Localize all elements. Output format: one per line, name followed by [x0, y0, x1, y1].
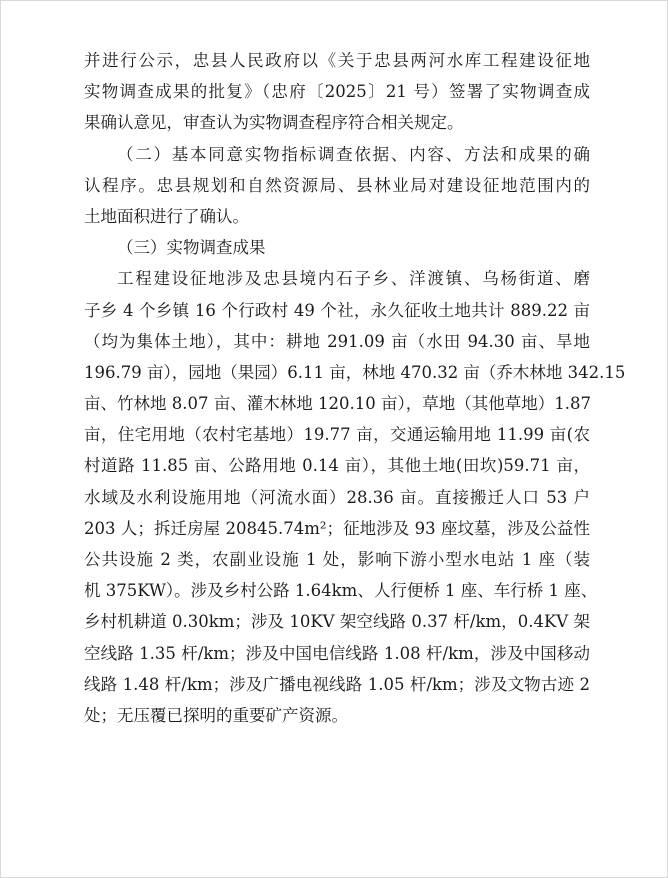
document-body [84, 45, 626, 731]
text-line: 水域及水利设施用地（河流水面）28.36 亩。直接搬迁人口 53 户 [84, 487, 590, 507]
text-line: 196.79 亩），园地（果园）6.11 亩，林地 470.32 亩（乔木林地 342.15 [84, 362, 626, 382]
text-line: 认程序。忠县规划和自然资源局、县林业局对建设征地范围内的 [84, 175, 590, 195]
text-line: 果确认意见，审查认为实物调查程序符合相关规定。 [84, 113, 464, 133]
text-line: 机 375KW）。涉及乡村公路 1.64km、人行便桥 1 座、车行桥 1 座、 [84, 581, 598, 601]
text-line: 乡村机耕道 0.30km；涉及 10KV 架空线路 0.37 杆/km，0.4KV 架 [84, 612, 590, 632]
text-line: （二）基本同意实物指标调查依据、内容、方法和成果的确 [117, 144, 590, 164]
text-line: 公共设施 2 类，农副业设施 1 处，影响下游小型水电站 1 座（装 [84, 550, 590, 569]
text-line: 并进行公示，忠县人民政府以《关于忠县两河水库工程建设征地 [84, 51, 590, 70]
text-line: 实物调查成果的批复》（忠府〔2025〕21 号）签署了实物调查成 [84, 82, 590, 102]
text-line: 线路 1.48 杆/km；涉及广播电视线路 1.05 杆/km；涉及文物古迹 2 [84, 674, 590, 694]
text-line: 村道路 11.85 亩、公路用地 0.14 亩），其他土地(田坎)59.71 亩， [84, 456, 590, 476]
text-line: 工程建设征地涉及忠县境内石子乡、洋渡镇、乌杨街道、磨 [117, 269, 590, 289]
text-line: 亩、竹林地 8.07 亩、灌木林地 120.10 亩），草地（其他草地）1.87 [84, 394, 591, 414]
text-line: 203 人；拆迁房屋 20845.74m²；征地涉及 93 座坟墓，涉及公益性 [84, 518, 590, 538]
text-line: 亩，住宅用地（农村宅基地）19.77 亩，交通运输用地 11.99 亩(农 [84, 425, 590, 445]
text-line: 子乡 4 个乡镇 16 个行政村 49 个社，永久征收土地共计 889.22 亩 [84, 300, 590, 320]
text-line: 处；无压覆已探明的重要矿产资源。 [84, 705, 348, 725]
text-line: （三）实物调查成果 [117, 238, 266, 258]
text-line: 空线路 1.35 杆/km；涉及中国电信线路 1.08 杆/km，涉及中国移动 [84, 643, 590, 663]
text-line: 土地面积进行了确认。 [84, 206, 249, 226]
text-line: （均为集体土地），其中：耕地 291.09 亩（水田 94.30 亩、旱地 [84, 331, 590, 351]
